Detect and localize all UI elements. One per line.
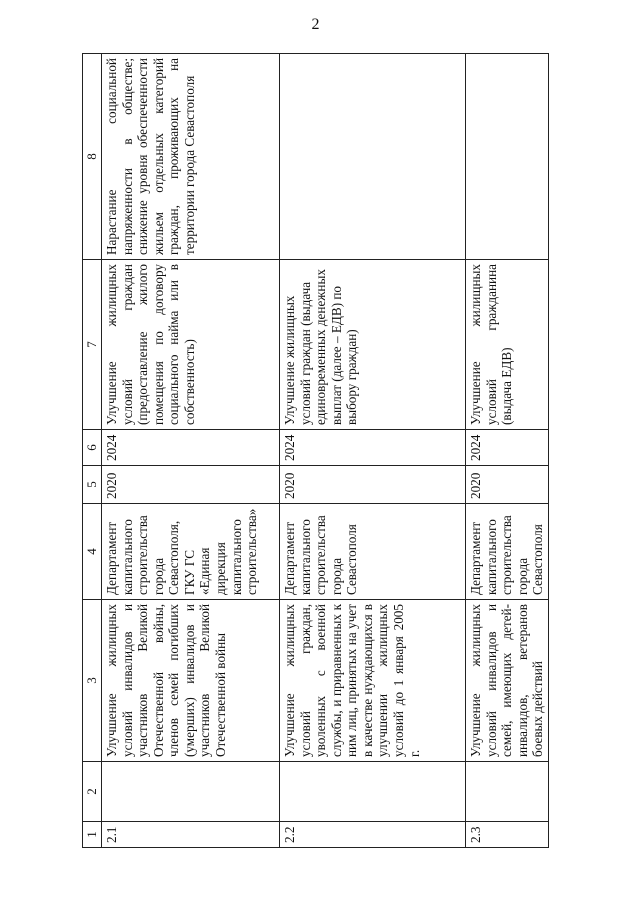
header-cell-6: 6 <box>83 430 102 466</box>
rotated-table-container <box>82 54 546 848</box>
row-number: 2.1 <box>102 822 280 848</box>
row-number: 2.2 <box>280 822 466 848</box>
expected-result: Улучшение жилищных условий граждан (выдача единовременных денежных выплат (далее – ЕДВ) по выбору граждан) <box>280 260 466 430</box>
consequences <box>280 54 466 260</box>
consequences <box>466 54 549 260</box>
header-cell-8: 8 <box>83 54 102 260</box>
row-number: 2.3 <box>466 822 549 848</box>
expected-result: Улучшение жилищных условий гражданина (выдача ЕДВ) <box>466 260 549 430</box>
header-row <box>83 54 102 848</box>
end-year: 2024 <box>280 430 466 466</box>
header-cell-3: 3 <box>83 600 102 762</box>
header-cell-4: 4 <box>83 504 102 600</box>
responsible-executor: Департамент капитального строительства города Севастополя, ГКУ ГС «Единая дирекция капитального строительства» <box>102 504 280 600</box>
cell-col2 <box>280 762 466 822</box>
measure-name: Улучшение жилищных условий инвалидов и семей, имеющих детей-инвалидов, ветеранов боевых действий <box>466 600 549 762</box>
measure-name: Улучшение жилищных условий инвалидов и участников Великой Отечественной войны, членов семей погибших (умерших) инвалидов и участников Великой Отечественной войны <box>102 600 280 762</box>
cell-col2 <box>466 762 549 822</box>
start-year: 2020 <box>466 466 549 504</box>
measures-table <box>82 53 549 848</box>
responsible-executor: Департамент капитального строительства города Севастополя <box>466 504 549 600</box>
table-row-2-1 <box>102 54 280 848</box>
end-year: 2024 <box>466 430 549 466</box>
page-number: 2 <box>311 16 320 33</box>
end-year: 2024 <box>102 430 280 466</box>
start-year: 2020 <box>102 466 280 504</box>
table-row-2-2 <box>280 54 466 848</box>
header-cell-2: 2 <box>83 762 102 822</box>
measure-name: Улучшение жилищных условий граждан, уволенных с военной службы, и приравненных к ним лиц, принятых на учет в качестве нуждающихся в улучшении жилищных условий до 1 января 2005 г. <box>280 600 466 762</box>
cell-col2 <box>102 762 280 822</box>
responsible-executor: Департамент капитального строительства города Севастополя <box>280 504 466 600</box>
expected-result: Улучшение жилищных условий граждан (предоставление жилого помещения по договору социального найма или в собственность) <box>102 260 280 430</box>
header-cell-1: 1 <box>83 822 102 848</box>
table-row-2-3 <box>466 54 549 848</box>
consequences: Нарастание социальной напряженности в обществе; снижение уровня обеспеченности жильем отдельных категорий граждан, проживающих на территории города Севастополя <box>102 54 280 260</box>
header-cell-7: 7 <box>83 260 102 430</box>
header-cell-5: 5 <box>83 466 102 504</box>
start-year: 2020 <box>280 466 466 504</box>
